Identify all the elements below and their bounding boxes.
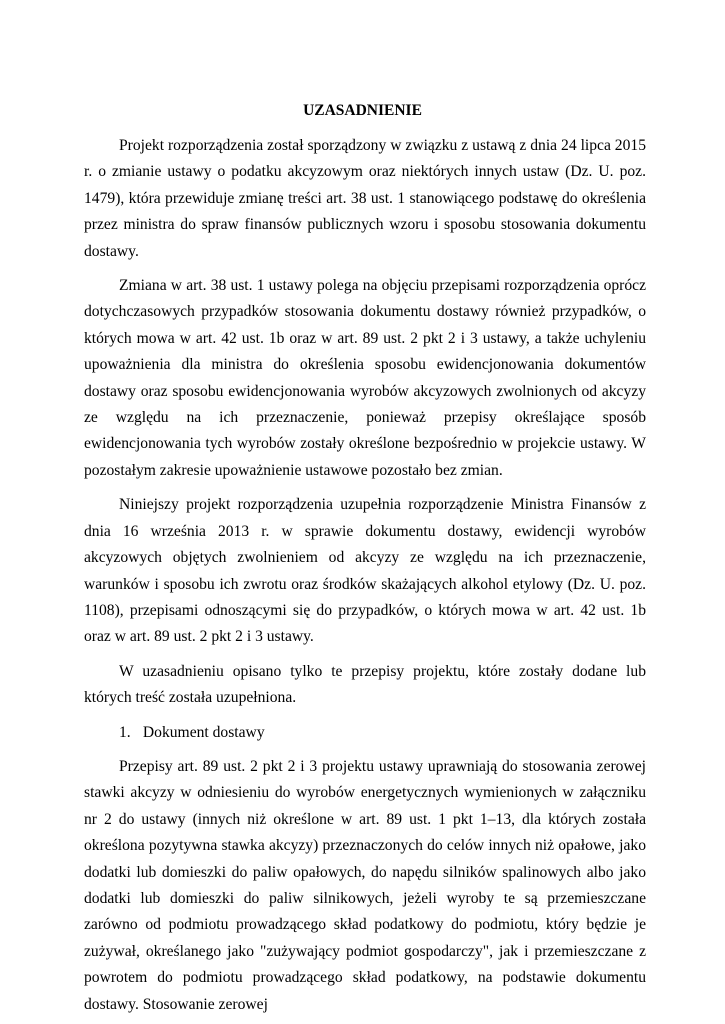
document-title: UZASADNIENIE [303,102,422,119]
section-heading [84,720,646,746]
paragraph-change-description: Zmiana w art. 38 ust. 1 ustawy polega na objęciu przepisami rozporządzenia oprócz dotychczasowych przypadków stosowania dokumentu dostawy również przypadków, o których mowa w art. 42 ust. 1b oraz w art. 89 ust. 2 pkt 2 i 3 ustawy, a także uchyleniu upoważnienia dla ministra do określenia sposobu ewidencjonowania dokumentów dostawy oraz sposobu ewidencjonowania wyrobów akcyzowych zwolnionych od akcyzy ze względu na ich przeznaczenie, ponieważ przepisy określające sposób ewidencjonowania tych wyrobów zostały określone bezpośrednio w projekcie ustawy. W pozostałym zakresie upoważnienie ustawowe pozostało bez zmian. [84,277,646,479]
document-body [84,133,646,1018]
paragraph-intro: Projekt rozporządzenia został sporządzony w związku z ustawą z dnia 24 lipca 2015 r. o zmianie ustawy o podatku akcyzowym oraz niektórych innych ustaw (Dz. U. poz. 1479), która przewiduje zmianę treści art. 38 ust. 1 stanowiącego podstawę do określenia przez ministra do spraw finansów publicznych wzoru i sposobu stosowania dokumentu dostawy. [84,137,646,260]
section-number: 1. [119,723,131,741]
paragraph-delivery-document: Przepisy art. 89 ust. 2 pkt 2 i 3 projektu ustawy uprawniają do stosowania zerowej stawki akcyzy w odniesieniu do wyrobów energetycznych wymienionych w załączniku nr 2 do ustawy (innych niż określone w art. 89 ust. 1 pkt 1–13, dla których została określona pozytywna stawka akcyzy) przeznaczonych do celów innych niż opałowe, jako dodatki lub domieszki do paliw opałowych, do napędu silników spalinowych albo jako dodatki lub domieszki do paliw silnikowych, jeżeli wyroby te są przemieszczane zarówno od podmiotu prowadzącego skład podatkowy do podmiotu, który będzie je zużywał, określanego jako "zużywający podmiot gospodarczy", jak i przemieszczane z powrotem do podmiotu prowadzącego skład podatkowy, na podstawie dokumentu dostawy. Stosowanie zerowej [84,757,646,1013]
paragraph-regulation-supplement: Niniejszy projekt rozporządzenia uzupełnia rozporządzenie Ministra Finansów z dnia 16 września 2013 r. w sprawie dokumentu dostawy, ewidencji wyrobów akcyzowych objętych zwolnieniem od akcyzy ze względu na ich przeznaczenie, warunków i sposobu ich zwrotu oraz środków skażających alkohol etylowy (Dz. U. poz. 1108), przepisami odnoszącymi się do przypadków, o których mowa w art. 42 ust. 1b oraz w art. 89 ust. 2 pkt 2 i 3 ustawy. [84,496,646,646]
paragraph-scope-note: W uzasadnieniu opisano tylko te przepisy projektu, które zostały dodane lub których treść została uzupełniona. [84,662,646,707]
section-title: Dokument dostawy [142,723,265,741]
